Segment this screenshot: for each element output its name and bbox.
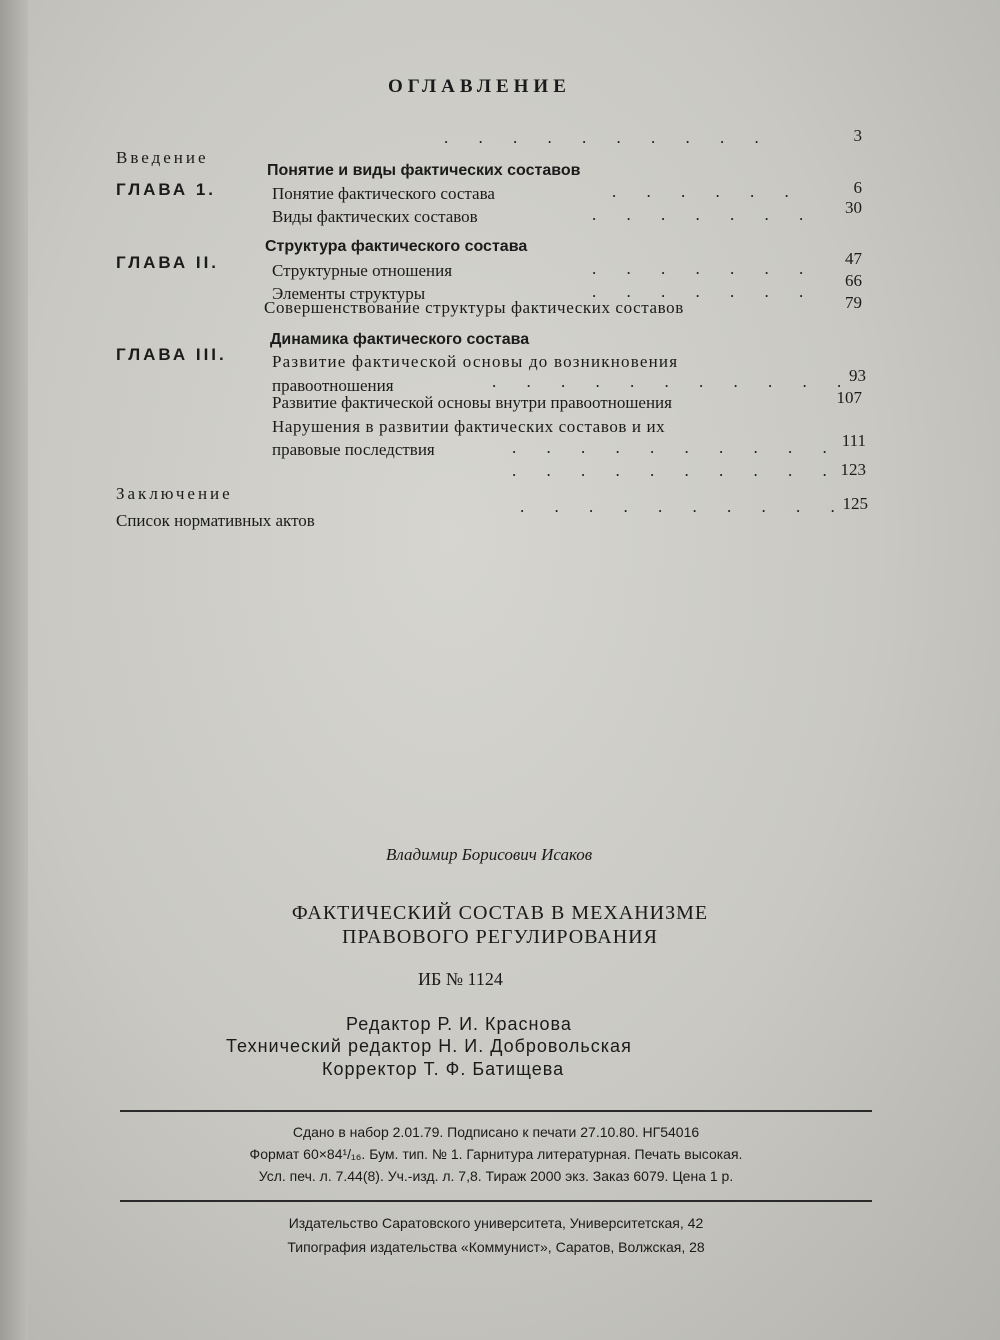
toc-item-page: 111 [841, 431, 866, 450]
toc-heading: ОГЛАВЛЕНИЕ [388, 76, 571, 97]
toc-leader-dots: . . . . . . . . . . . [492, 372, 855, 391]
toc-normative-label: Список нормативных актов [116, 511, 315, 530]
toc-leader-dots: . . . . . . . [592, 259, 817, 278]
toc-item-page: 93 [849, 366, 866, 385]
toc-intro-label: Введение [116, 148, 209, 167]
toc-chapter-3-label: ГЛАВА III. [116, 345, 227, 364]
editor-credit: Редактор Р. И. Краснова [346, 1014, 572, 1034]
toc-leader-dots: . . . . . . . . . . [512, 461, 840, 480]
print-details-line3: Усл. печ. л. 7.44(8). Уч.-изд. л. 7,8. Тираж 2000 экз. Заказ 6079. Цена 1 р. [258, 1168, 734, 1184]
toc-conclusion-page: 123 [840, 460, 866, 479]
toc-item: Развитие фактической основы внутри правоотношения [272, 393, 672, 412]
ib-number: ИБ № 1124 [418, 969, 503, 989]
print-details-line2: Формат 60×84¹/₁₆. Бум. тип. № 1. Гарнитура литературная. Печать высокая. [249, 1146, 743, 1162]
toc-item-line2: правоотношения [272, 376, 394, 395]
publisher-line: Издательство Саратовского университета, Университетская, 42 [288, 1215, 704, 1231]
toc-leader-dots: . . . . . . . . . . [512, 438, 840, 457]
toc-item-line1: Нарушения в развитии фактических составов и их [272, 417, 666, 436]
toc-chapter-1-title: Понятие и виды фактических составов [267, 162, 581, 179]
toc-normative-page: 125 [842, 494, 868, 513]
toc-leader-dots: . . . . . . [612, 182, 802, 201]
toc-item-page: 6 [853, 178, 862, 197]
print-details-line1: Сдано в набор 2.01.79. Подписано к печати 27.10.80. НГ54016 [292, 1124, 700, 1140]
toc-intro-page: 3 [853, 126, 862, 145]
divider-bottom [120, 1200, 872, 1202]
toc-conclusion-label: Заключение [116, 484, 233, 503]
toc-chapter-2-label: ГЛАВА II. [116, 253, 220, 272]
toc-leader-dots: . . . . . . . [592, 282, 817, 301]
toc-item: Структурные отношения [272, 261, 453, 280]
toc-item: Виды фактических составов [272, 207, 478, 226]
toc-leader-dots: . . . . . . . [592, 205, 817, 224]
toc-item-page: 47 [845, 249, 862, 268]
toc-item-page: 30 [845, 198, 862, 217]
toc-item: Понятие фактического состава [272, 184, 495, 203]
book-title-line1: ФАКТИЧЕСКИЙ СОСТАВ В МЕХАНИЗМЕ [291, 902, 709, 924]
toc-item: Элементы структуры [272, 284, 426, 303]
toc-item: Совершенствование структуры фактических составов [264, 298, 684, 317]
author-name: Владимир Борисович Исаков [386, 845, 593, 864]
printer-line: Типография издательства «Коммунист», Саратов, Волжская, 28 [287, 1239, 705, 1255]
page-gutter-shadow [0, 0, 28, 1340]
toc-chapter-3-title: Динамика фактического состава [270, 331, 530, 348]
toc-chapter-2-title: Структура фактического состава [265, 238, 528, 255]
toc-chapter-1-label: ГЛАВА 1. [116, 180, 217, 199]
toc-item-page: 79 [845, 293, 862, 312]
toc-item-page: 66 [845, 271, 862, 290]
tech-editor-credit: Технический редактор Н. И. Добровольская [226, 1036, 632, 1056]
proofreader-credit: Корректор Т. Ф. Батищева [322, 1059, 565, 1079]
toc-leader-dots: . . . . . . . . . . [520, 497, 848, 516]
divider-top [120, 1110, 872, 1112]
toc-item-line1: Развитие фактической основы до возникновения [272, 352, 679, 371]
toc-item-page: 107 [836, 388, 862, 407]
toc-leader-dots: . . . . . . . . . . [444, 128, 772, 147]
toc-item-line2: правовые последствия [272, 440, 435, 459]
book-title-line2: ПРАВОВОГО РЕГУЛИРОВАНИЯ [342, 926, 658, 948]
